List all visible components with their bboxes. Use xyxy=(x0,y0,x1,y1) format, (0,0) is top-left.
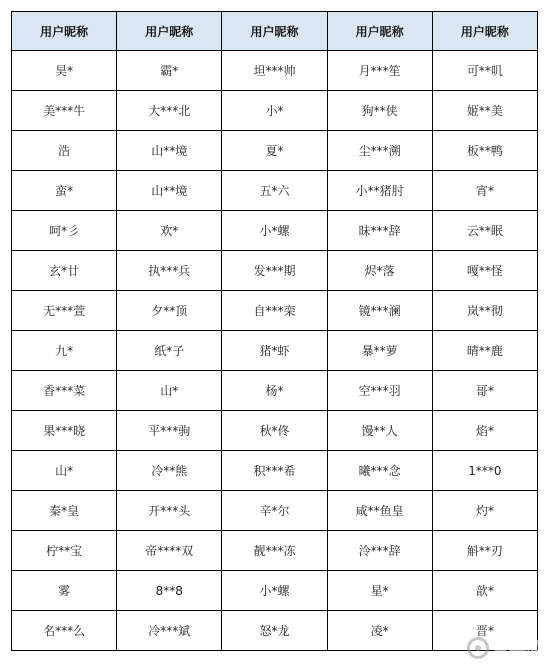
table-cell: 香***菜 xyxy=(12,371,117,411)
watermark-text: 百手游 xyxy=(492,640,543,660)
table-cell: 板**鸭 xyxy=(432,131,537,171)
table-body xyxy=(12,51,538,651)
column-header: 用户昵称 xyxy=(117,12,222,51)
column-header: 用户昵称 xyxy=(222,12,327,51)
table-cell: 可**叽 xyxy=(432,51,537,91)
table-row xyxy=(12,451,538,491)
table-cell: 靓***冻 xyxy=(222,531,327,571)
table-cell: 纸*子 xyxy=(117,331,222,371)
table-cell: 山**境 xyxy=(117,131,222,171)
table-cell: 昊* xyxy=(12,51,117,91)
table-cell: 星* xyxy=(327,571,432,611)
table-cell: 尘***溯 xyxy=(327,131,432,171)
table-cell: 山**境 xyxy=(117,171,222,211)
table-cell: 柠**宝 xyxy=(12,531,117,571)
table-row xyxy=(12,371,538,411)
column-header: 用户昵称 xyxy=(432,12,537,51)
table-cell: 1***0 xyxy=(432,451,537,491)
table-cell: 欢* xyxy=(117,211,222,251)
table-cell: 无***萱 xyxy=(12,291,117,331)
table-row xyxy=(12,411,538,451)
table-cell: 果***晓 xyxy=(12,411,117,451)
table-cell: 帝****双 xyxy=(117,531,222,571)
table-cell: 焰* xyxy=(432,411,537,451)
table-cell: 雾 xyxy=(12,571,117,611)
table-cell: 昧***辞 xyxy=(327,211,432,251)
table-row xyxy=(12,171,538,211)
table-cell: 姬**美 xyxy=(432,91,537,131)
table-cell: 蛮* xyxy=(12,171,117,211)
table-cell: 五*六 xyxy=(222,171,327,211)
table-cell: 名***么 xyxy=(12,611,117,651)
table-cell: 执***兵 xyxy=(117,251,222,291)
table-row xyxy=(12,571,538,611)
table-cell: 小*螺 xyxy=(222,211,327,251)
table-row xyxy=(12,491,538,531)
table-cell: 美***牛 xyxy=(12,91,117,131)
table-cell: 咸**鱼皇 xyxy=(327,491,432,531)
table-cell: 大***北 xyxy=(117,91,222,131)
table-cell: 夕**顶 xyxy=(117,291,222,331)
table-cell: 怒*龙 xyxy=(222,611,327,651)
table-cell: 空***羽 xyxy=(327,371,432,411)
table-cell: 自***栾 xyxy=(222,291,327,331)
table-cell: 浩 xyxy=(12,131,117,171)
table-cell: 晴**鹿 xyxy=(432,331,537,371)
table-cell: 发***期 xyxy=(222,251,327,291)
table-row xyxy=(12,291,538,331)
table-row xyxy=(12,251,538,291)
table-cell: 猪*虾 xyxy=(222,331,327,371)
table-cell: 开***头 xyxy=(117,491,222,531)
table-row xyxy=(12,531,538,571)
table-cell: 呵*彡 xyxy=(12,211,117,251)
table-cell: 泠***辞 xyxy=(327,531,432,571)
table-row xyxy=(12,51,538,91)
table-cell: 冷***斌 xyxy=(117,611,222,651)
table-cell: 云**眠 xyxy=(432,211,537,251)
table-cell: 狗**侠 xyxy=(327,91,432,131)
table-cell: 8**8 xyxy=(117,571,222,611)
table-cell: 哥* xyxy=(432,371,537,411)
table-cell: 平***驹 xyxy=(117,411,222,451)
table-cell: 冷**熊 xyxy=(117,451,222,491)
table-cell: 晋* xyxy=(432,611,537,651)
table-cell: 夏* xyxy=(222,131,327,171)
table-cell: 斛**刃 xyxy=(432,531,537,571)
table-cell: 辛*尔 xyxy=(222,491,327,531)
table-header-row xyxy=(12,12,538,51)
table-cell: 九* xyxy=(12,331,117,371)
table-row xyxy=(12,611,538,651)
table-cell: 镜***澜 xyxy=(327,291,432,331)
table-cell: 馒**人 xyxy=(327,411,432,451)
table-row xyxy=(12,331,538,371)
table-cell: 霸* xyxy=(117,51,222,91)
table-cell: 宵* xyxy=(432,171,537,211)
nickname-table xyxy=(11,11,538,651)
table-cell: 秋*佟 xyxy=(222,411,327,451)
table-cell: 暴**萝 xyxy=(327,331,432,371)
column-header: 用户昵称 xyxy=(12,12,117,51)
table-cell: 杨* xyxy=(222,371,327,411)
table-cell: 嘎**怪 xyxy=(432,251,537,291)
table-row xyxy=(12,131,538,171)
table-row xyxy=(12,211,538,251)
table-cell: 灼* xyxy=(432,491,537,531)
table-cell: 歆* xyxy=(432,571,537,611)
table-cell: 小*螺 xyxy=(222,571,327,611)
nickname-table-container xyxy=(11,11,538,651)
table-cell: 山* xyxy=(12,451,117,491)
table-cell: 玄*廿 xyxy=(12,251,117,291)
table-cell: 积***希 xyxy=(222,451,327,491)
table-row xyxy=(12,91,538,131)
table-cell: 月***笙 xyxy=(327,51,432,91)
table-cell: 凌* xyxy=(327,611,432,651)
column-header: 用户昵称 xyxy=(327,12,432,51)
table-cell: 秦*皇 xyxy=(12,491,117,531)
table-cell: 小**猪肘 xyxy=(327,171,432,211)
table-cell: 曦***念 xyxy=(327,451,432,491)
table-cell: 小* xyxy=(222,91,327,131)
table-cell: 山* xyxy=(117,371,222,411)
table-cell: 岚**彻 xyxy=(432,291,537,331)
table-cell: 坦***帅 xyxy=(222,51,327,91)
table-cell: 烬*落 xyxy=(327,251,432,291)
table-header xyxy=(12,12,538,51)
